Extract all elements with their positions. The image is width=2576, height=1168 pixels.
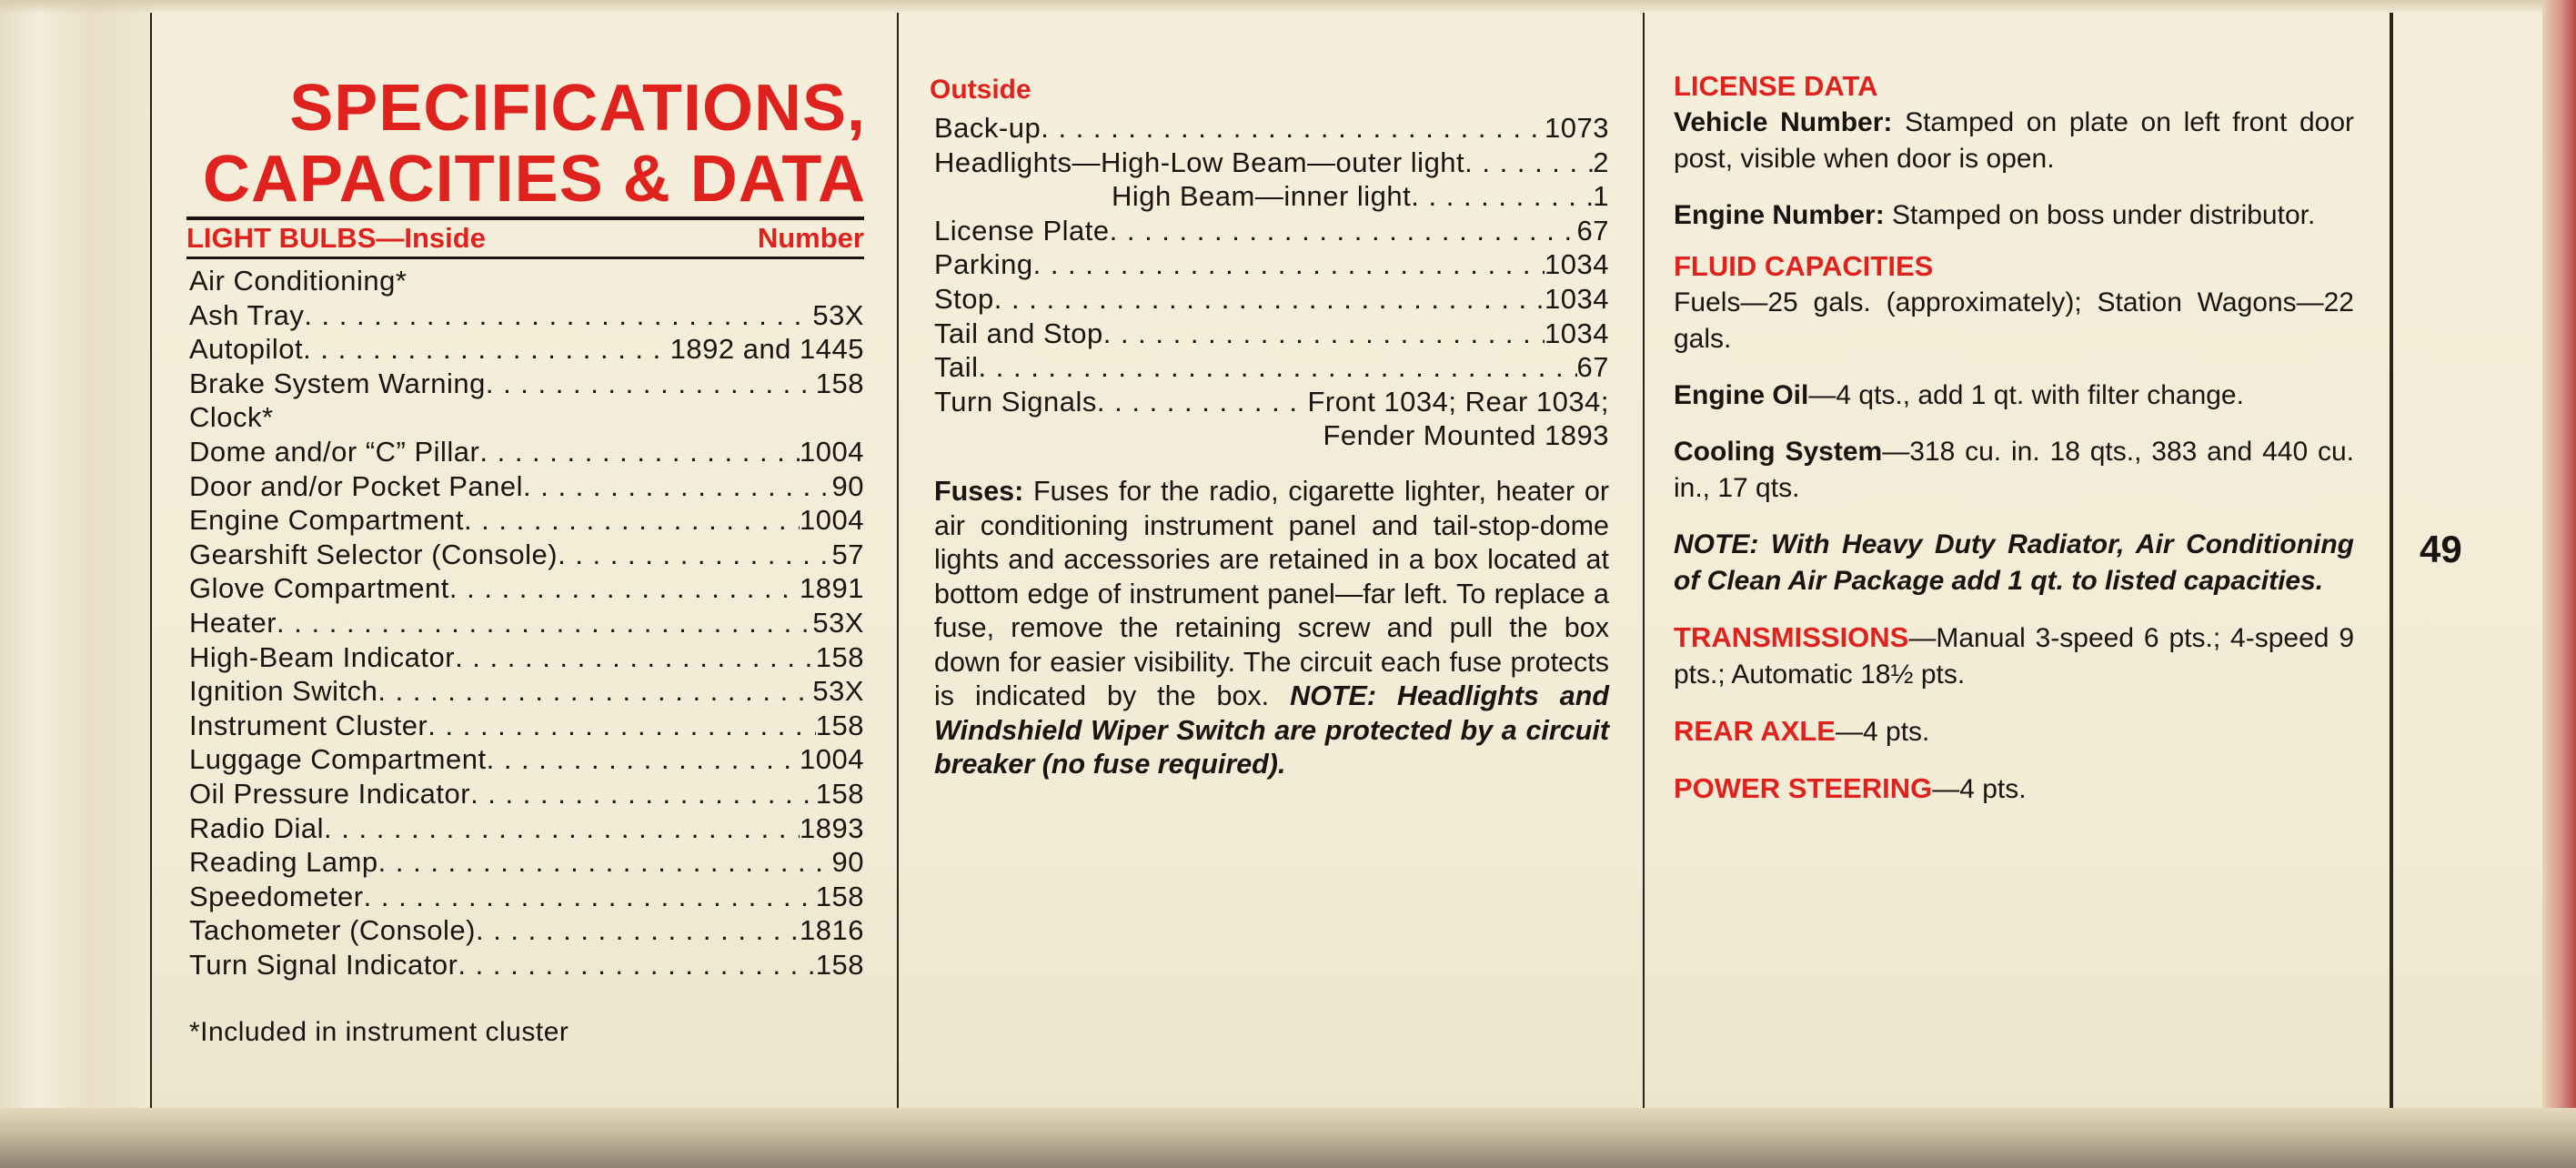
item-value: 53X [812,675,864,708]
list-item [189,845,864,880]
item-value: 158 [815,367,864,399]
leader-dots [1464,146,1593,180]
list-item-continued [934,418,1609,453]
vehicle-number-text: Stamped on plate on left front door post, visible when door is open. [1674,107,2354,174]
list-item [934,214,1609,248]
cooling-system-text: —318 cu. in. 18 qts., 383 and 440 cu. in., 17 qts. [1674,437,2354,503]
list-item [934,247,1609,282]
item-name: Brake System Warning [189,367,486,399]
transmissions-paragraph [1674,619,2354,693]
list-item [189,264,864,298]
item-value: 158 [815,640,864,673]
leader-dots [979,350,1577,385]
item-name: Ignition Switch [189,675,378,708]
item-value: 53X [812,606,864,639]
list-item [934,179,1609,214]
leader-dots [558,538,831,572]
item-name: Turn Signals [934,385,1097,418]
power-steering-text: —4 pts. [1932,774,2027,804]
leader-dots [449,571,800,606]
leader-dots [1411,179,1593,214]
list-item [189,538,864,572]
engine-oil-text: —4 qts., add 1 qt. with filter change. [1808,380,2244,410]
item-value: 1034 [1545,282,1609,315]
list-item [934,317,1609,351]
outside-bulbs-header: Outside [930,75,1031,105]
fuses-note: NOTE: Headlights and Windshield Wiper Switch are protected by a circuit breaker (no fuse required). [934,680,1609,780]
column-divider-3 [2390,13,2391,1110]
item-value: 1034 [1545,248,1609,281]
item-name: Gearshift Selector (Console) [189,538,558,570]
item-value: 1034 [1545,317,1609,349]
list-item [189,469,864,504]
item-name: Tail and Stop [934,317,1103,349]
fuses-label: Fuses: [934,476,1024,507]
fuels-paragraph: Fuels—25 gals. (approximately); Station Wagons—22 gals. [1674,287,2354,354]
list-item [189,640,864,675]
vehicle-number-label: Vehicle Number: [1674,107,1893,137]
item-name: Stop [934,282,994,315]
item-value: 1 [1593,180,1609,213]
item-name: Glove Compartment [189,572,449,605]
item-value: 1004 [800,435,864,468]
leader-dots [1110,214,1577,248]
leader-dots [523,469,832,504]
item-name: High-Beam Indicator [189,640,456,673]
item-name: Tachometer (Console) [189,914,476,947]
leader-dots [487,742,800,777]
item-value: 158 [815,880,864,912]
list-item [189,913,864,948]
book-spine [0,0,150,1168]
list-item [189,777,864,811]
item-name: Turn Signal Indicator [189,948,458,981]
transmissions-text: —Manual 3-speed 6 pts.; 4-speed 9 pts.; Automatic 18½ pts. [1674,623,2354,690]
item-name: Heater [189,606,277,639]
item-value: Front 1034; Rear 1034; [1307,385,1609,418]
list-item [189,811,864,846]
list-item [934,111,1609,146]
item-value: 1816 [800,914,864,947]
vehicle-number-paragraph [1674,105,2354,177]
leader-dots [470,777,816,811]
leader-dots [303,332,669,367]
list-item [189,674,864,709]
page-bottom-shadow [0,1108,2576,1168]
item-name: Door and/or Pocket Panel [189,469,523,502]
item-value: 158 [815,777,864,810]
rear-axle-text: —4 pts. [1835,717,1930,747]
leader-dots [464,503,800,538]
item-value: 1004 [800,504,864,537]
item-name: Dome and/or “C” Pillar [189,435,480,468]
item-value: 158 [815,709,864,741]
fuses-paragraph [934,475,1609,782]
engine-number-label: Engine Number: [1674,200,1885,230]
leader-dots [994,282,1545,317]
item-value: 1073 [1545,112,1609,144]
license-data-header: LICENSE DATA [1674,70,1878,102]
item-name: Radio Dial [189,811,325,844]
leader-dots [486,367,816,401]
item-name: Engine Compartment [189,504,464,537]
item-value: 90 [831,469,864,502]
item-name: Back-up [934,112,1041,144]
power-steering-header: POWER STEERING [1674,772,1933,804]
cooling-system-label: Cooling System [1674,437,1883,467]
leader-dots [324,811,800,846]
list-item [189,435,864,469]
leader-dots [1041,111,1545,146]
list-item [934,146,1609,180]
list-item [189,298,864,333]
item-name: Autopilot [189,333,304,366]
item-name: Ash Tray [189,298,305,331]
inside-bulbs-header [186,216,864,259]
list-item [189,367,864,401]
footnote: *Included in instrument cluster [189,1017,569,1047]
list-item [189,948,864,982]
page-number: 49 [2420,528,2462,570]
item-value: 57 [831,538,864,570]
list-item [934,385,1609,419]
leader-dots [455,640,816,675]
leader-dots [378,845,832,880]
item-value: Fender Mounted 1893 [1323,419,1609,452]
list-item [189,571,864,606]
transmissions-header: TRANSMISSIONS [1674,621,1909,653]
leader-dots [1097,385,1308,419]
item-value: 67 [1576,351,1609,384]
item-name: Oil Pressure Indicator [189,777,471,810]
item-value: 1893 [800,811,864,844]
leader-dots [428,709,816,743]
list-item [934,350,1609,385]
title-line-1: SPECIFICATIONS, [289,72,866,145]
engine-number-text: Stamped on boss under distributor. [1884,200,2316,230]
outside-bulbs-list [934,111,1609,453]
leader-dots [277,606,812,640]
item-value: 90 [831,846,864,879]
leader-dots [364,880,816,914]
column-divider-2 [1643,13,1645,1110]
item-value: 67 [1576,214,1609,247]
page-right-edge [2542,0,2576,1168]
item-name: Speedometer [189,880,364,912]
leader-dots [377,674,812,709]
item-value: 2 [1593,146,1609,178]
item-name: Clock* [189,401,274,434]
leader-dots [479,435,800,469]
list-item [189,742,864,777]
item-name: Parking [934,248,1033,281]
list-item [189,606,864,640]
leader-dots [1103,317,1545,351]
item-name: Tail [934,351,979,384]
item-name: Headlights—High-Low Beam—outer light [934,146,1465,178]
rear-axle-paragraph [1674,713,2354,750]
number-column-header: Number [757,222,864,254]
item-value: 1891 [800,572,864,605]
list-item [189,709,864,743]
list-item [189,503,864,538]
list-item [189,880,864,914]
item-name: Air Conditioning* [189,265,408,297]
item-name: Reading Lamp [189,846,378,879]
leader-dots [1033,247,1545,282]
title-line-2: CAPACITIES & DATA [203,143,866,216]
fuses-text: Fuses for the radio, cigarette lighter, heater or air conditioning instrument panel and tail-stop-dome lights and accessories are retained in a box located at bottom edge of instrument panel—far left. To replace a fuse, remove the retaining screw and pull the box down for easier visibility. The circuit each fuse protects is indicated by the box. [934,476,1609,711]
data-column [1674,68,2354,808]
item-value: 1004 [800,743,864,776]
engine-number-paragraph [1674,197,2354,234]
inside-bulbs-title: LIGHT BULBS—Inside [186,222,486,254]
item-name: Luggage Compartment [189,743,487,776]
list-item [189,332,864,367]
engine-oil-label: Engine Oil [1674,380,1809,410]
inside-bulbs-list [189,264,864,982]
engine-oil-paragraph [1674,378,2354,414]
fluid-capacities-header: FLUID CAPACITIES [1674,250,1934,282]
item-name: License Plate [934,214,1110,247]
item-value: 158 [815,948,864,981]
power-steering-paragraph [1674,770,2354,808]
fluid-note: NOTE: With Heavy Duty Radiator, Air Conditioning of Clean Air Package add 1 qt. to listed capacities. [1674,529,2354,596]
cooling-system-paragraph [1674,434,2354,507]
leader-dots [304,298,812,333]
leader-dots [458,948,815,982]
column-divider-1 [897,13,899,1110]
item-value: 53X [812,298,864,331]
rear-axle-header: REAR AXLE [1674,715,1836,747]
item-name: Instrument Cluster [189,709,428,741]
list-item [189,400,864,435]
list-item [934,282,1609,317]
leader-dots [476,913,800,948]
item-value: 1892 and 1445 [669,333,864,366]
item-name: High Beam—inner light [1112,180,1412,213]
page-title [182,73,866,215]
